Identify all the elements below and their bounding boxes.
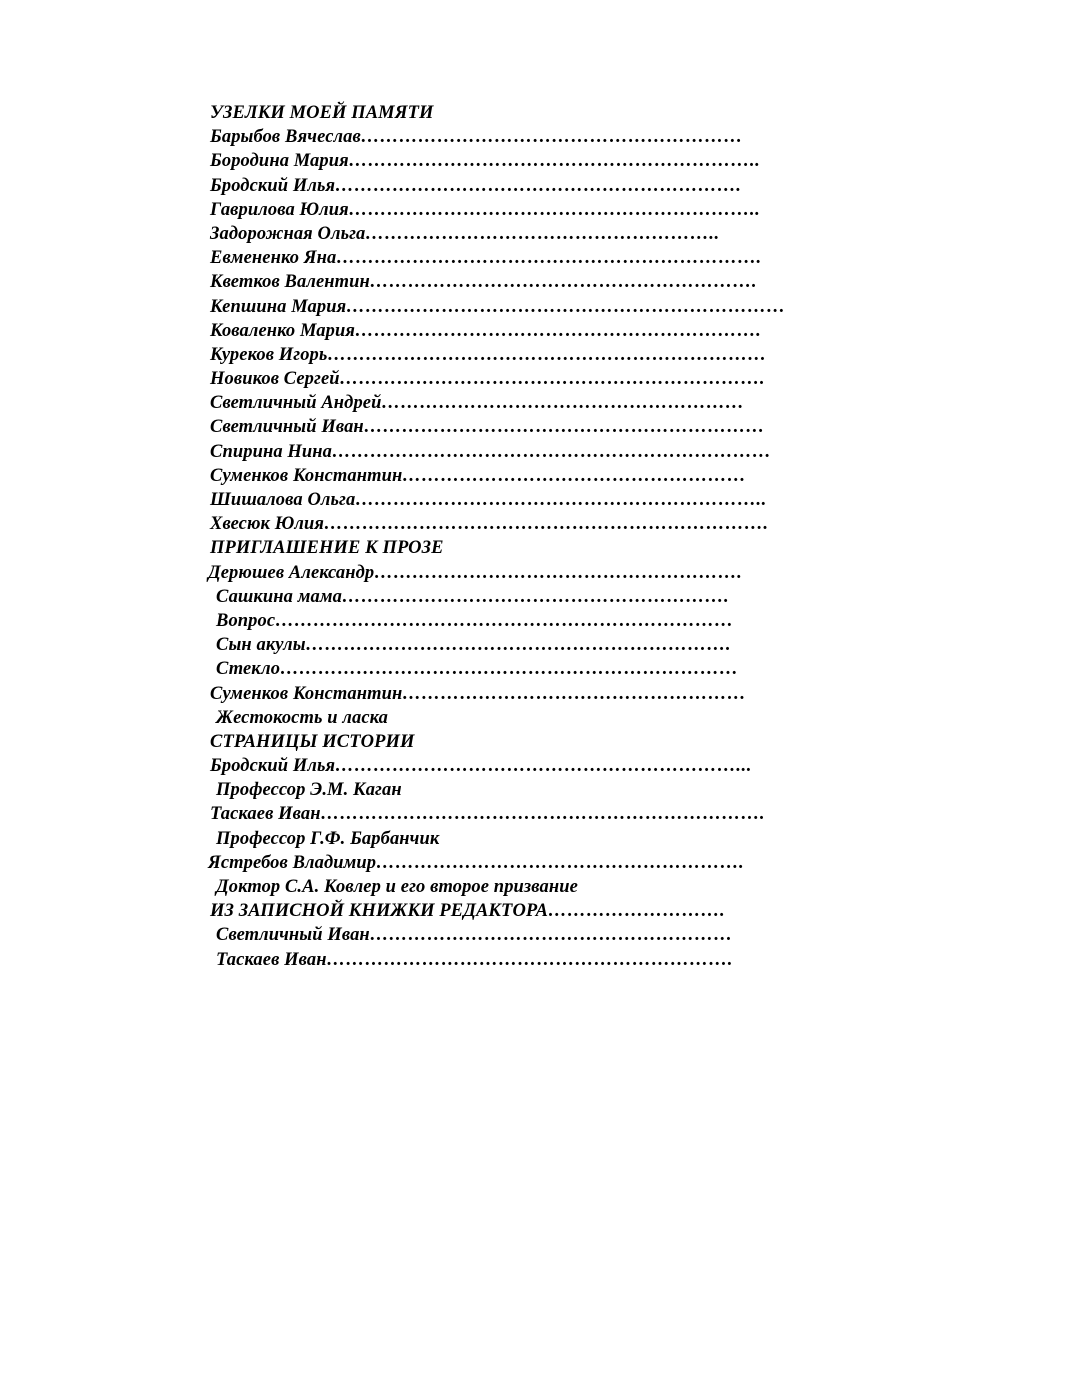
toc-entry-text: Профессор Г.Ф. Барбанчик — [216, 828, 440, 849]
dot-leader: ……………………………………………………………. — [324, 514, 769, 535]
dot-leader: …………………………………………………………… — [327, 344, 767, 365]
dot-leader: ……………………………………………………… — [363, 417, 765, 438]
dot-leader: ………………………………………………………. — [335, 175, 742, 196]
dot-leader: ……………………………………………………………… — [280, 659, 739, 680]
toc-entry-text: Сашкина мама — [216, 586, 342, 607]
dot-leader: ……………………………………………… — [402, 465, 747, 486]
toc-entry-text: Таскаев Иван — [210, 804, 321, 825]
dot-leader: ……………………………………………………….. — [348, 151, 761, 172]
toc-entry-text: Бородина Мария — [210, 151, 349, 172]
toc-entry-work — [210, 706, 830, 730]
table-of-contents — [210, 101, 830, 972]
dot-leader: …………………………………………………………. — [339, 369, 766, 390]
toc-entry-author — [210, 149, 830, 173]
toc-entry-text: Евмененко Яна — [210, 248, 337, 269]
toc-entry-work — [210, 948, 830, 972]
toc-entry-author — [210, 270, 830, 294]
toc-entry-work — [210, 633, 830, 657]
toc-entry-work — [210, 657, 830, 681]
toc-entry-author — [210, 682, 830, 706]
toc-entry-text: Кветков Валентин — [210, 272, 370, 293]
section-heading — [210, 899, 830, 923]
toc-entry-text: Сын акулы — [216, 635, 306, 656]
toc-entry-work — [210, 923, 830, 947]
dot-leader: ……………………………………………………. — [342, 586, 730, 607]
toc-entry-text: Доктор С.А. Ковлер и его второе призвание — [216, 877, 578, 897]
toc-entry-text: Стекло — [216, 659, 281, 680]
toc-entry-work — [210, 609, 830, 633]
toc-entry-text: Суменков Константин — [210, 683, 403, 704]
toc-entry-author — [208, 561, 830, 585]
toc-entry-text: Профессор Э.М. Каган — [216, 780, 402, 801]
toc-entry-text: ПРИГЛАШЕНИЕ К ПРОЗЕ — [210, 538, 444, 559]
toc-entry-text: Бродский Илья — [210, 756, 336, 777]
toc-entry-author — [210, 125, 830, 149]
dot-leader: ……………………………………………………………. — [320, 804, 766, 825]
toc-entry-author — [210, 367, 830, 391]
toc-entry-text: Кепшина Мария — [210, 296, 347, 317]
toc-entry-author — [210, 440, 830, 464]
toc-entry-text: Бродский Илья — [210, 175, 336, 196]
toc-entry-author — [210, 319, 830, 343]
toc-entry-text: Коваленко Мария — [210, 320, 356, 341]
section-heading — [210, 101, 830, 125]
toc-entry-author — [210, 754, 830, 778]
toc-entry-text: Новиков Сергей — [210, 369, 340, 390]
toc-entry-text: Задорожная Ольга — [210, 223, 366, 244]
dot-leader: ………………………………………………………... — [335, 756, 752, 777]
dot-leader: ………………………………………………… — [369, 925, 733, 946]
toc-entry-text: Дерюшев Александр — [208, 562, 375, 583]
dot-leader: …………………………………………………………… — [332, 441, 772, 462]
toc-entry-author — [210, 391, 830, 415]
dot-leader: …………………………………………………………. — [305, 635, 732, 656]
toc-entry-text: Светличный Андрей — [210, 393, 382, 414]
toc-entry-work — [210, 778, 830, 802]
toc-entry-text: Гаврилова Юлия — [210, 199, 349, 220]
toc-entry-text: УЗЕЛКИ МОЕЙ ПАМЯТИ — [210, 103, 434, 123]
toc-entry-author — [210, 246, 830, 270]
toc-entry-text: Ястребов Владимир — [208, 852, 377, 873]
toc-entry-author — [210, 415, 830, 439]
toc-entry-text: Таскаев Иван — [216, 949, 327, 970]
dot-leader: ……………………………………………………….. — [355, 490, 767, 510]
toc-entry-work — [210, 827, 830, 851]
toc-entry-text: Вопрос — [216, 610, 276, 631]
toc-entry-text: Жестокость и ласка — [216, 707, 388, 728]
toc-entry-work — [210, 585, 830, 609]
toc-entry-text: Барыбов Вячеслав — [210, 127, 361, 148]
toc-entry-author — [210, 222, 830, 246]
toc-entry-author — [210, 488, 830, 512]
toc-entry-text: Спирина Нина — [210, 441, 333, 462]
dot-leader: …………………………………………………. — [376, 852, 745, 873]
dot-leader: ………………………………………………………. — [355, 320, 762, 341]
toc-entry-author — [208, 851, 830, 875]
toc-entry-author — [210, 295, 830, 319]
dot-leader: ……………………………………………….. — [365, 223, 720, 244]
toc-entry-text: ИЗ ЗАПИСНОЙ КНИЖКИ РЕДАКТОРА — [210, 901, 549, 922]
section-heading — [210, 730, 830, 754]
dot-leader: ………………………………………………… — [381, 393, 745, 414]
dot-leader: ……………………………………………………. — [369, 272, 758, 293]
toc-entry-author — [210, 802, 830, 826]
toc-entry-text: Куреков Игорь — [210, 344, 328, 365]
toc-entry-author — [210, 464, 830, 488]
toc-entry-text: Шишалова Ольга — [210, 490, 356, 510]
toc-entry-author — [210, 512, 830, 536]
dot-leader: …………………………………………………… — [360, 127, 743, 148]
section-heading — [210, 536, 830, 560]
toc-entry-text: Суменков Константин — [210, 465, 403, 486]
dot-leader: …………………………………………………………… — [346, 296, 786, 317]
toc-entry-author — [210, 198, 830, 222]
dot-leader: ………………………. — [548, 901, 726, 922]
dot-leader: ………………………………………………………. — [326, 949, 733, 970]
toc-entry-author — [210, 343, 830, 367]
dot-leader: …………………………………………………………. — [336, 248, 762, 269]
dot-leader: ……………………………………………… — [402, 683, 747, 704]
dot-leader: ……………………………………………………….. — [348, 199, 761, 220]
toc-entry-text: Светличный Иван — [216, 925, 370, 946]
toc-entry-text: Светличный Иван — [210, 417, 364, 438]
dot-leader: …………………………………………………. — [374, 562, 743, 583]
dot-leader: ……………………………………………………………… — [275, 610, 734, 631]
toc-entry-author — [210, 174, 830, 198]
toc-entry-text: СТРАНИЦЫ ИСТОРИИ — [210, 731, 415, 752]
toc-entry-text: Хвесюк Юлия — [210, 514, 325, 535]
toc-entry-work — [210, 875, 830, 899]
